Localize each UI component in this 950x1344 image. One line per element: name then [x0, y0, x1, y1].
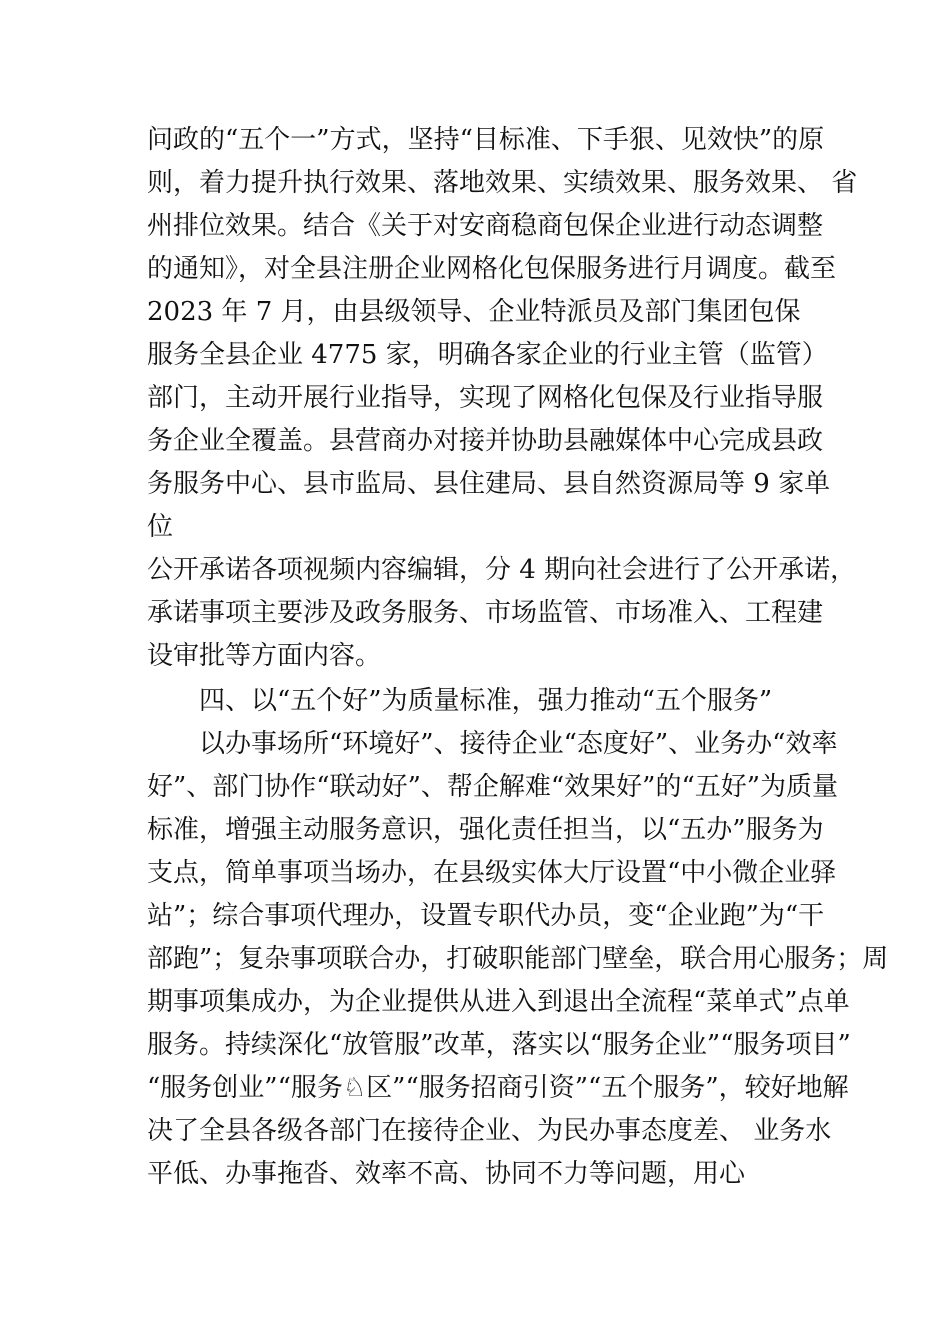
body-text-line: 部门，主动开展行业指导，实现了网格化包保及行业指导服	[147, 383, 824, 413]
body-text-line: 则，着力提升执行效果、落地效果、实绩效果、服务效果、 省	[147, 168, 858, 198]
body-text-line: 务服务中心、县市监局、县住建局、县自然资源局等 9 家单	[147, 469, 831, 499]
body-text-line: 2023 年 7 月，由县级领导、企业特派员及部门集团包保	[147, 297, 801, 327]
body-text-line: 问政的“五个一”方式，坚持“目标准、下手狠、见效快”的原	[147, 125, 825, 155]
body-text-line: 服务全县企业 4775 家，明确各家企业的行业主管（监管）	[147, 340, 828, 370]
body-text-line: “服务创业”“服务♘区”“服务招商引资”“五个服务”，较好地解	[147, 1073, 849, 1103]
body-text-line: 设审批等方面内容。	[147, 641, 382, 671]
body-text-line: 站”；综合事项代理办，设置专职代办员，变“企业跑”为“干	[147, 901, 825, 931]
body-text-line: 平低、办事拖沓、效率不高、协同不力等问题，用心	[147, 1159, 746, 1189]
body-text-line: 位	[147, 512, 174, 542]
body-text-line: 州排位效果。结合《关于对安商稳商包保企业进行动态调整	[147, 211, 824, 241]
body-text-line: 决了全县各级各部门在接待企业、为民办事态度差、 业务水	[147, 1116, 832, 1146]
body-text-line: 公开承诺各项视频内容编辑，分 4 期向社会进行了公开承诺，	[147, 555, 857, 585]
body-text-line: 期事项集成办，为企业提供从进入到退出全流程“菜单式”点单	[147, 987, 850, 1017]
body-text-line: 好”、部门协作“联动好”、帮企解难“效果好”的“五好”为质量	[147, 772, 839, 802]
section-heading: 四、以“五个好”为质量标准，强力推动“五个服务”	[199, 686, 773, 716]
body-text-line: 支点，简单事项当场办，在县级实体大厅设置“中小微企业驿	[147, 858, 837, 888]
body-text-line: 务企业全覆盖。县营商办对接并协助县融媒体中心完成县政	[147, 426, 824, 456]
body-text-line: 部跑”；复杂事项联合办，打破职能部门壁垒，联合用心服务；周	[147, 944, 889, 974]
body-text-line: 服务。持续深化“放管服”改革，落实以“服务企业”“服务项目”	[147, 1030, 851, 1060]
body-text-line: 的通知》，对全县注册企业网格化包保服务进行月调度。截至	[147, 254, 837, 284]
paragraph-first-line: 以办事场所“环境好”、接待企业“态度好”、业务办“效率	[199, 729, 838, 759]
body-text-line: 标准，增强主动服务意识，强化责任担当，以“五办”服务为	[147, 815, 824, 845]
body-text-line: 承诺事项主要涉及政务服务、市场监管、市场准入、工程建	[147, 598, 824, 628]
